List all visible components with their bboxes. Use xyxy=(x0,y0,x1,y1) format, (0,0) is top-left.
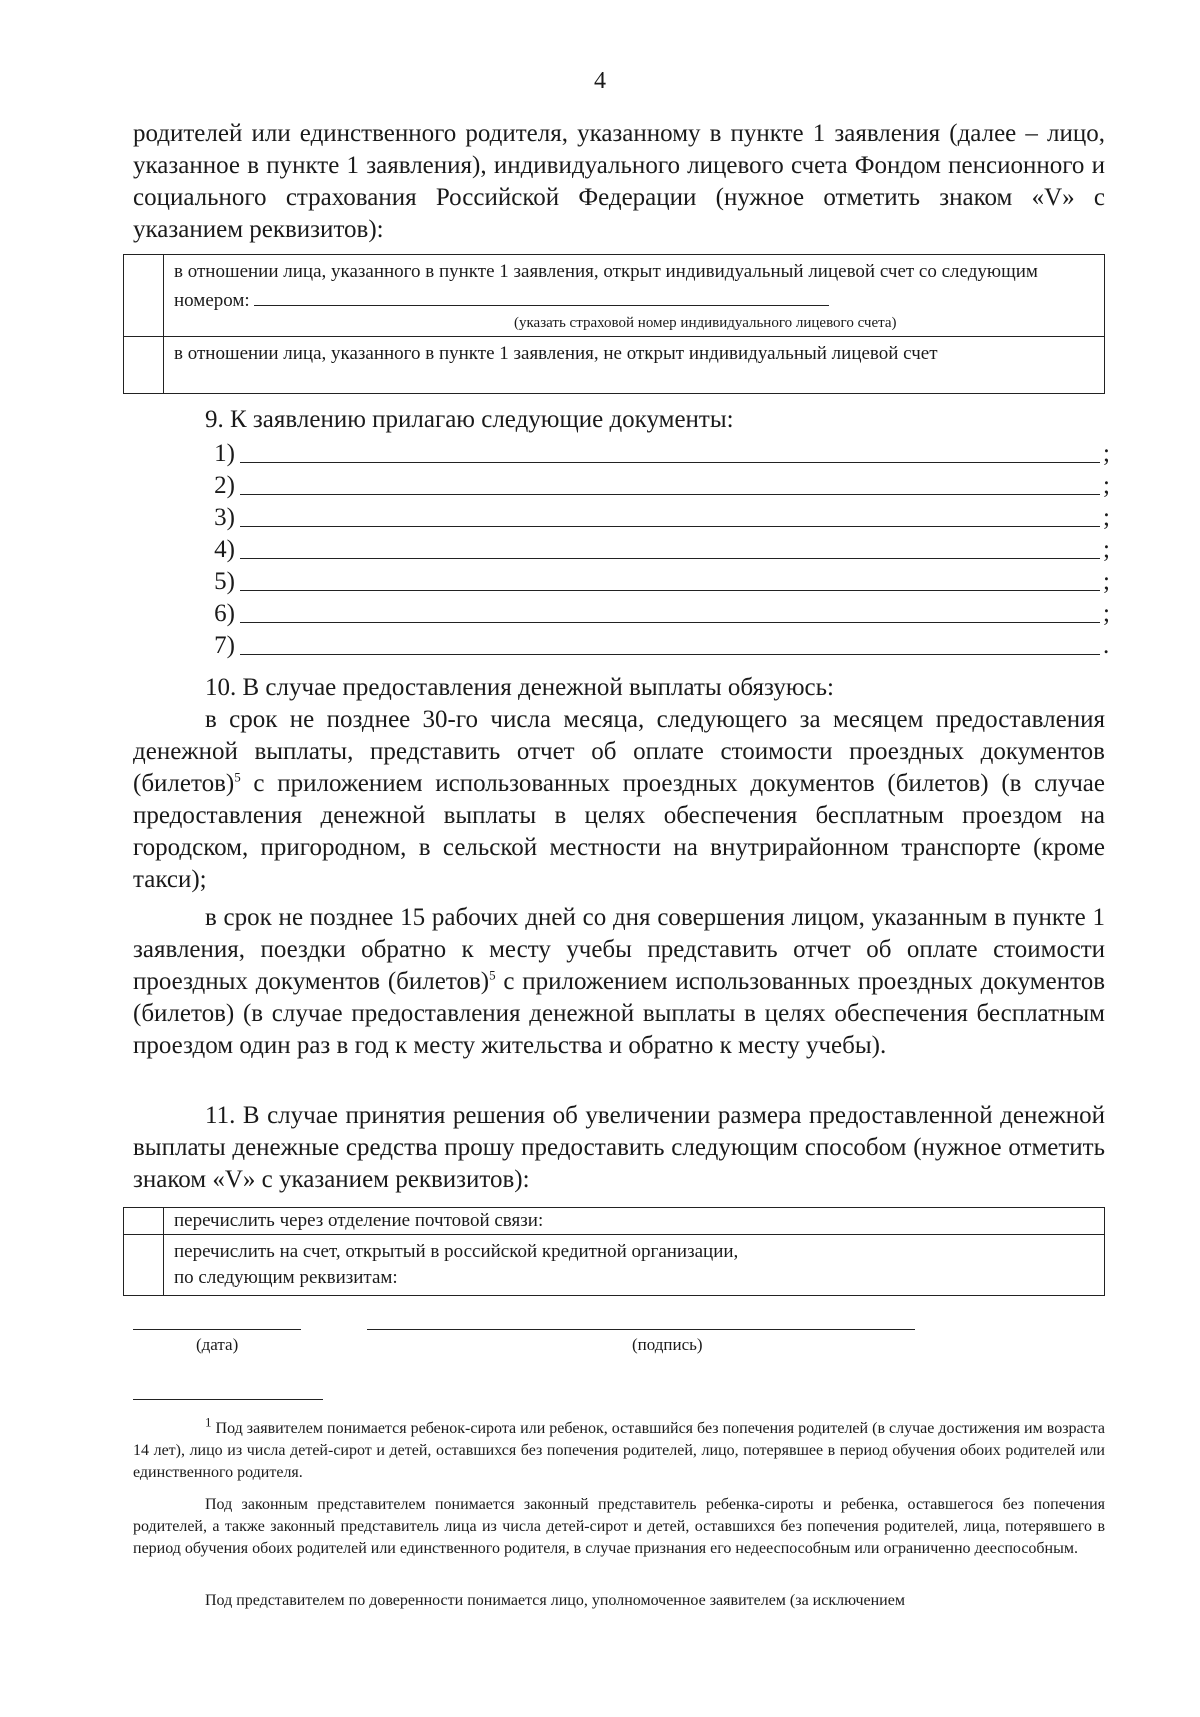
document-row-end: ; xyxy=(1103,568,1110,595)
intro-paragraph: родителей или единственного родителя, указанному в пункте 1 заявления (далее – лицо, указанное в пункте 1 заявления), индивидуального лицевого счета Фондом пенсионного и социального страхования Российской Федерации (нужное отметить знаком «V» с указанием реквизитов): xyxy=(133,120,1105,243)
document-row xyxy=(205,598,1110,630)
document-row-end: . xyxy=(1103,632,1110,659)
item10-paragraph-1-start: в срок не позднее 30-го числа месяца, следующего за месяцем предоставления денежной выплаты, представить отчет об оплате стоимости проездных документов (билетов) xyxy=(133,706,1105,797)
item10-paragraph-1-end: с приложением использованных проездных документов (билетов) (в случае предоставления денежной выплаты в целях обеспечения бесплатным проездом на городском, пригородном, в сельской местности на внутрирайонном транспорте (кроме такси); xyxy=(133,770,1105,893)
item11-paragraph: 11. В случае принятия решения об увеличении размера предоставленной денежной выплаты денежные средства прошу предоставить следующим способом (нужное отметить знаком «V» с указанием реквизитов): xyxy=(133,1102,1105,1193)
footnote-1-text: Под заявителем понимается ребенок-сирота или ребенок, оставшийся без попечения родителей (в случае достижения им возраста 14 лет), лицо из числа детей-сирот и детей, оставшихся без попечения родителей, лицо, потерявшее в период обучения обоих родителей или единственного родителя. xyxy=(133,1420,1105,1481)
bank-transfer-details-label: по следующим реквизитам: xyxy=(174,1267,398,1288)
document-row xyxy=(205,470,1110,502)
document-row-end: ; xyxy=(1103,504,1110,531)
document-row xyxy=(205,566,1110,598)
document-field[interactable] xyxy=(240,526,1100,527)
account-number-field[interactable] xyxy=(254,285,829,306)
item10-paragraph-1 xyxy=(133,704,1105,896)
page-number: 4 xyxy=(594,68,606,94)
date-field[interactable] xyxy=(133,1329,301,1330)
document-row-end: ; xyxy=(1103,440,1110,467)
date-caption: (дата) xyxy=(196,1335,239,1354)
document-row-number: 7) xyxy=(214,632,235,659)
footnote-1 xyxy=(133,1414,1105,1484)
document-row-number: 2) xyxy=(214,472,235,499)
account-open-option xyxy=(164,255,1105,337)
document-row xyxy=(205,438,1110,470)
document-row-number: 3) xyxy=(214,504,235,531)
bank-transfer-label: перечислить на счет, открытый в российской кредитной организации, xyxy=(174,1241,739,1262)
footnote-ref: 5 xyxy=(489,967,496,983)
item10-heading: 10. В случае предоставления денежной выплаты обязуюсь: xyxy=(205,674,834,701)
account-open-label: в отношении лица, указанного в пункте 1 заявления, открыт индивидуальный лицевой счет со следующим номером: xyxy=(174,261,1038,311)
account-open-checkbox[interactable] xyxy=(124,255,164,337)
account-number-hint: (указать страховой номер индивидуального лицевого счета) xyxy=(514,315,897,331)
account-options-table xyxy=(123,254,1105,394)
document-row-end: ; xyxy=(1103,536,1110,563)
bank-transfer-checkbox[interactable] xyxy=(124,1235,164,1296)
document-row xyxy=(205,502,1110,534)
document-field[interactable] xyxy=(240,590,1100,591)
bank-transfer-option xyxy=(164,1235,1105,1296)
document-row-number: 1) xyxy=(214,440,235,467)
postal-transfer-checkbox[interactable] xyxy=(124,1208,164,1235)
document-row xyxy=(205,630,1110,662)
signature-field[interactable] xyxy=(367,1329,915,1330)
postal-transfer-option: перечислить через отделение почтовой связи: xyxy=(164,1208,1105,1235)
document-field[interactable] xyxy=(240,558,1100,559)
document-row-number: 4) xyxy=(214,536,235,563)
documents-list xyxy=(205,438,1110,662)
footnote-mark: 1 xyxy=(205,1414,212,1430)
document-field[interactable] xyxy=(240,622,1100,623)
document-field[interactable] xyxy=(240,462,1100,463)
footnote-separator xyxy=(133,1399,323,1400)
signature-caption: (подпись) xyxy=(632,1335,703,1354)
item10-paragraph-2-start: в срок не позднее 15 рабочих дней со дня совершения лицом, указанным в пункте 1 заявления, поездки обратно к месту учебы представить отчет об оплате стоимости проездных документов (билетов) xyxy=(133,904,1105,995)
document-field[interactable] xyxy=(240,654,1100,655)
footnote-ref: 5 xyxy=(234,769,241,785)
footnote-legal-representative: Под законным представителем понимается законный представитель ребенка-сироты и ребенка, оставшегося без попечения родителей, а также законный представитель лица из числа детей-сирот и детей, оставшихся без попечения родителей, лица, потерявшего в период обучения обоих родителей или единственного родителя, в случае признания его недееспособным или ограниченно дееспособным. xyxy=(133,1496,1105,1557)
document-row xyxy=(205,534,1110,566)
item10-paragraph-2-end: с приложением использованных проездных документов (билетов) (в случае предоставления денежной выплаты в целях обеспечения бесплатным проездом один раз в год к месту жительства и обратно к месту учебы). xyxy=(133,968,1105,1059)
item9-heading: 9. К заявлению прилагаю следующие документы: xyxy=(205,406,734,433)
footnote-proxy-representative: Под представителем по доверенности понимается лицо, уполномоченное заявителем (за исключением xyxy=(205,1592,905,1609)
document-field[interactable] xyxy=(240,494,1100,495)
payment-options-table xyxy=(123,1207,1105,1296)
item10-paragraph-2 xyxy=(133,902,1105,1062)
document-row-end: ; xyxy=(1103,472,1110,499)
document-row-end: ; xyxy=(1103,600,1110,627)
account-not-open-checkbox[interactable] xyxy=(124,337,164,394)
document-row-number: 5) xyxy=(214,568,235,595)
account-not-open-option: в отношении лица, указанного в пункте 1 заявления, не открыт индивидуальный лицевой счет xyxy=(164,337,1105,394)
document-row-number: 6) xyxy=(214,600,235,627)
